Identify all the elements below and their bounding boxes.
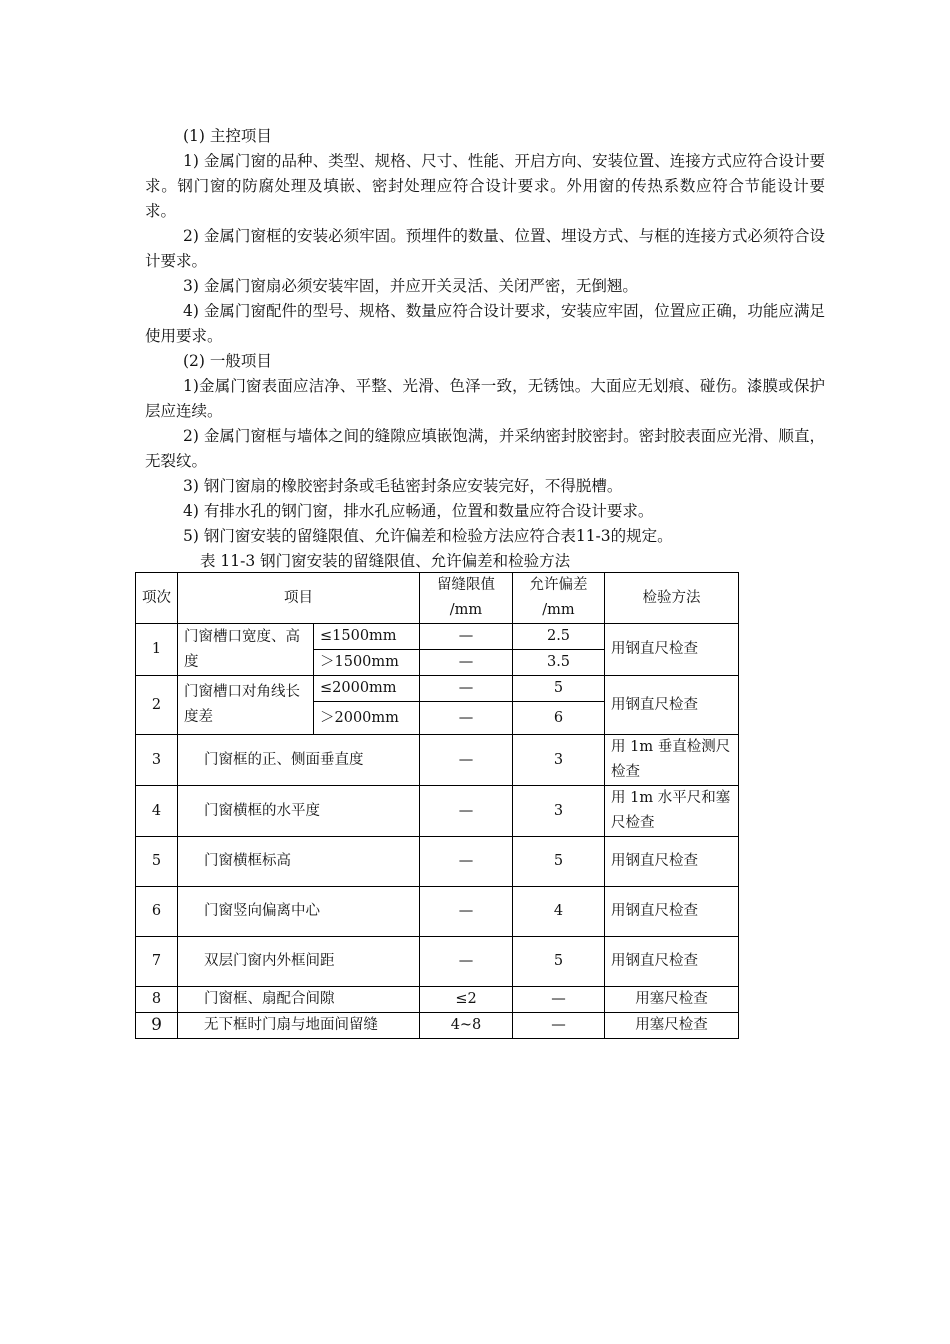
row-gap: 4~8 [420,1013,513,1039]
row-gap: — [420,887,513,937]
table-row [136,987,739,1013]
heading-general-items: (2) 一般项目 [183,352,272,370]
paragraph: 2) 金属门窗框的安装必须牢固。预埋件的数量、位置、埋设方式、与框的连接方式必须符合设计要求。 [145,227,825,270]
header-method: 检验方法 [605,573,739,624]
row-method: 用塞尺检查 [605,987,739,1013]
header-tol: 允许偏差 /mm [513,573,605,624]
row-method: 用钢直尺检查 [605,624,739,676]
row-gap: — [420,650,513,676]
row-item: 门窗框、扇配合间隙 [178,987,420,1013]
paragraph: 2) 金属门窗框与墙体之间的缝隙应填嵌饱满，并采纳密封胶密封。密封胶表面应光滑、顺直，无裂纹。 [145,427,825,470]
row-no: 7 [136,937,178,987]
row-tol: 5 [513,837,605,887]
row-no: 4 [136,786,178,837]
row-no: 6 [136,887,178,937]
header-item: 项目 [178,573,420,624]
row-gap: — [420,735,513,786]
header-no: 项次 [136,573,178,624]
paragraph: 5) 钢门窗安装的留缝限值、允许偏差和检验方法应符合表11-3的规定。 [183,527,673,545]
row-method: 用 1m 垂直检测尺检查 [605,735,739,786]
row-no: 9 [136,1013,178,1039]
row-tol: 2.5 [513,624,605,650]
document-body [145,124,825,573]
row-method: 用钢直尺检查 [605,937,739,987]
row-gap: — [420,702,513,735]
paragraph: 3) 钢门窗扇的橡胶密封条或毛毡密封条应安装完好，不得脱槽。 [183,477,623,495]
table-row [136,937,739,987]
row-no: 8 [136,987,178,1013]
table-row [136,837,739,887]
row-method: 用塞尺检查 [605,1013,739,1039]
row-condition: ≤1500mm [314,624,420,650]
row-condition: ≤2000mm [314,676,420,702]
row-method: 用钢直尺检查 [605,837,739,887]
row-method: 用钢直尺检查 [605,676,739,735]
table-header-row [136,573,739,624]
row-condition: ＞1500mm [314,650,420,676]
row-tol: 3 [513,735,605,786]
header-gap: 留缝限值 /mm [420,573,513,624]
paragraph: 1) 金属门窗的品种、类型、规格、尺寸、性能、开启方向、安装位置、连接方式应符合设计要求。钢门窗的防腐处理及填嵌、密封处理应符合设计要求。外用窗的传热系数应符合节能设计要求。 [145,152,825,220]
row-condition: ＞2000mm [314,702,420,735]
row-item: 无下框时门扇与地面间留缝 [178,1013,420,1039]
row-method: 用 1m 水平尺和塞尺检查 [605,786,739,837]
paragraph: 3) 金属门窗扇必须安装牢固，并应开关灵活、关闭严密，无倒翘。 [183,277,638,295]
row-tol: 5 [513,676,605,702]
row-tol: — [513,1013,605,1039]
tolerance-table [135,572,739,1039]
table-row [136,624,739,650]
row-tol: 6 [513,702,605,735]
table-row [136,1013,739,1039]
row-tol: 3.5 [513,650,605,676]
row-gap: — [420,937,513,987]
table-caption: 表 11-3 钢门窗安装的留缝限值、允许偏差和检验方法 [200,552,571,570]
row-no: 2 [136,676,178,735]
row-tol: — [513,987,605,1013]
row-method: 用钢直尺检查 [605,887,739,937]
row-tol: 5 [513,937,605,987]
heading-main-control: (1) 主控项目 [183,127,272,145]
row-item: 门窗框的正、侧面垂直度 [178,735,420,786]
row-gap: — [420,786,513,837]
paragraph: 1)金属门窗表面应洁净、平整、光滑、色泽一致，无锈蚀。大面应无划痕、碰伤。漆膜或保护层应连续。 [145,377,825,420]
table-row [136,786,739,837]
row-item: 门窗槽口对角线长度差 [178,676,314,735]
row-gap: — [420,837,513,887]
row-item: 双层门窗内外框间距 [178,937,420,987]
row-tol: 3 [513,786,605,837]
row-tol: 4 [513,887,605,937]
row-no: 3 [136,735,178,786]
row-item: 门窗横框的水平度 [178,786,420,837]
row-gap: — [420,624,513,650]
row-item: 门窗横框标高 [178,837,420,887]
row-gap: ≤2 [420,987,513,1013]
row-item: 门窗槽口宽度、高度 [178,624,314,676]
table-row [136,676,739,702]
row-item: 门窗竖向偏离中心 [178,887,420,937]
row-no: 5 [136,837,178,887]
row-no: 1 [136,624,178,676]
table-row [136,735,739,786]
paragraph: 4) 金属门窗配件的型号、规格、数量应符合设计要求，安装应牢固，位置应正确，功能应满足使用要求。 [145,302,825,345]
paragraph: 4) 有排水孔的钢门窗，排水孔应畅通，位置和数量应符合设计要求。 [183,502,654,520]
row-gap: — [420,676,513,702]
table-row [136,887,739,937]
